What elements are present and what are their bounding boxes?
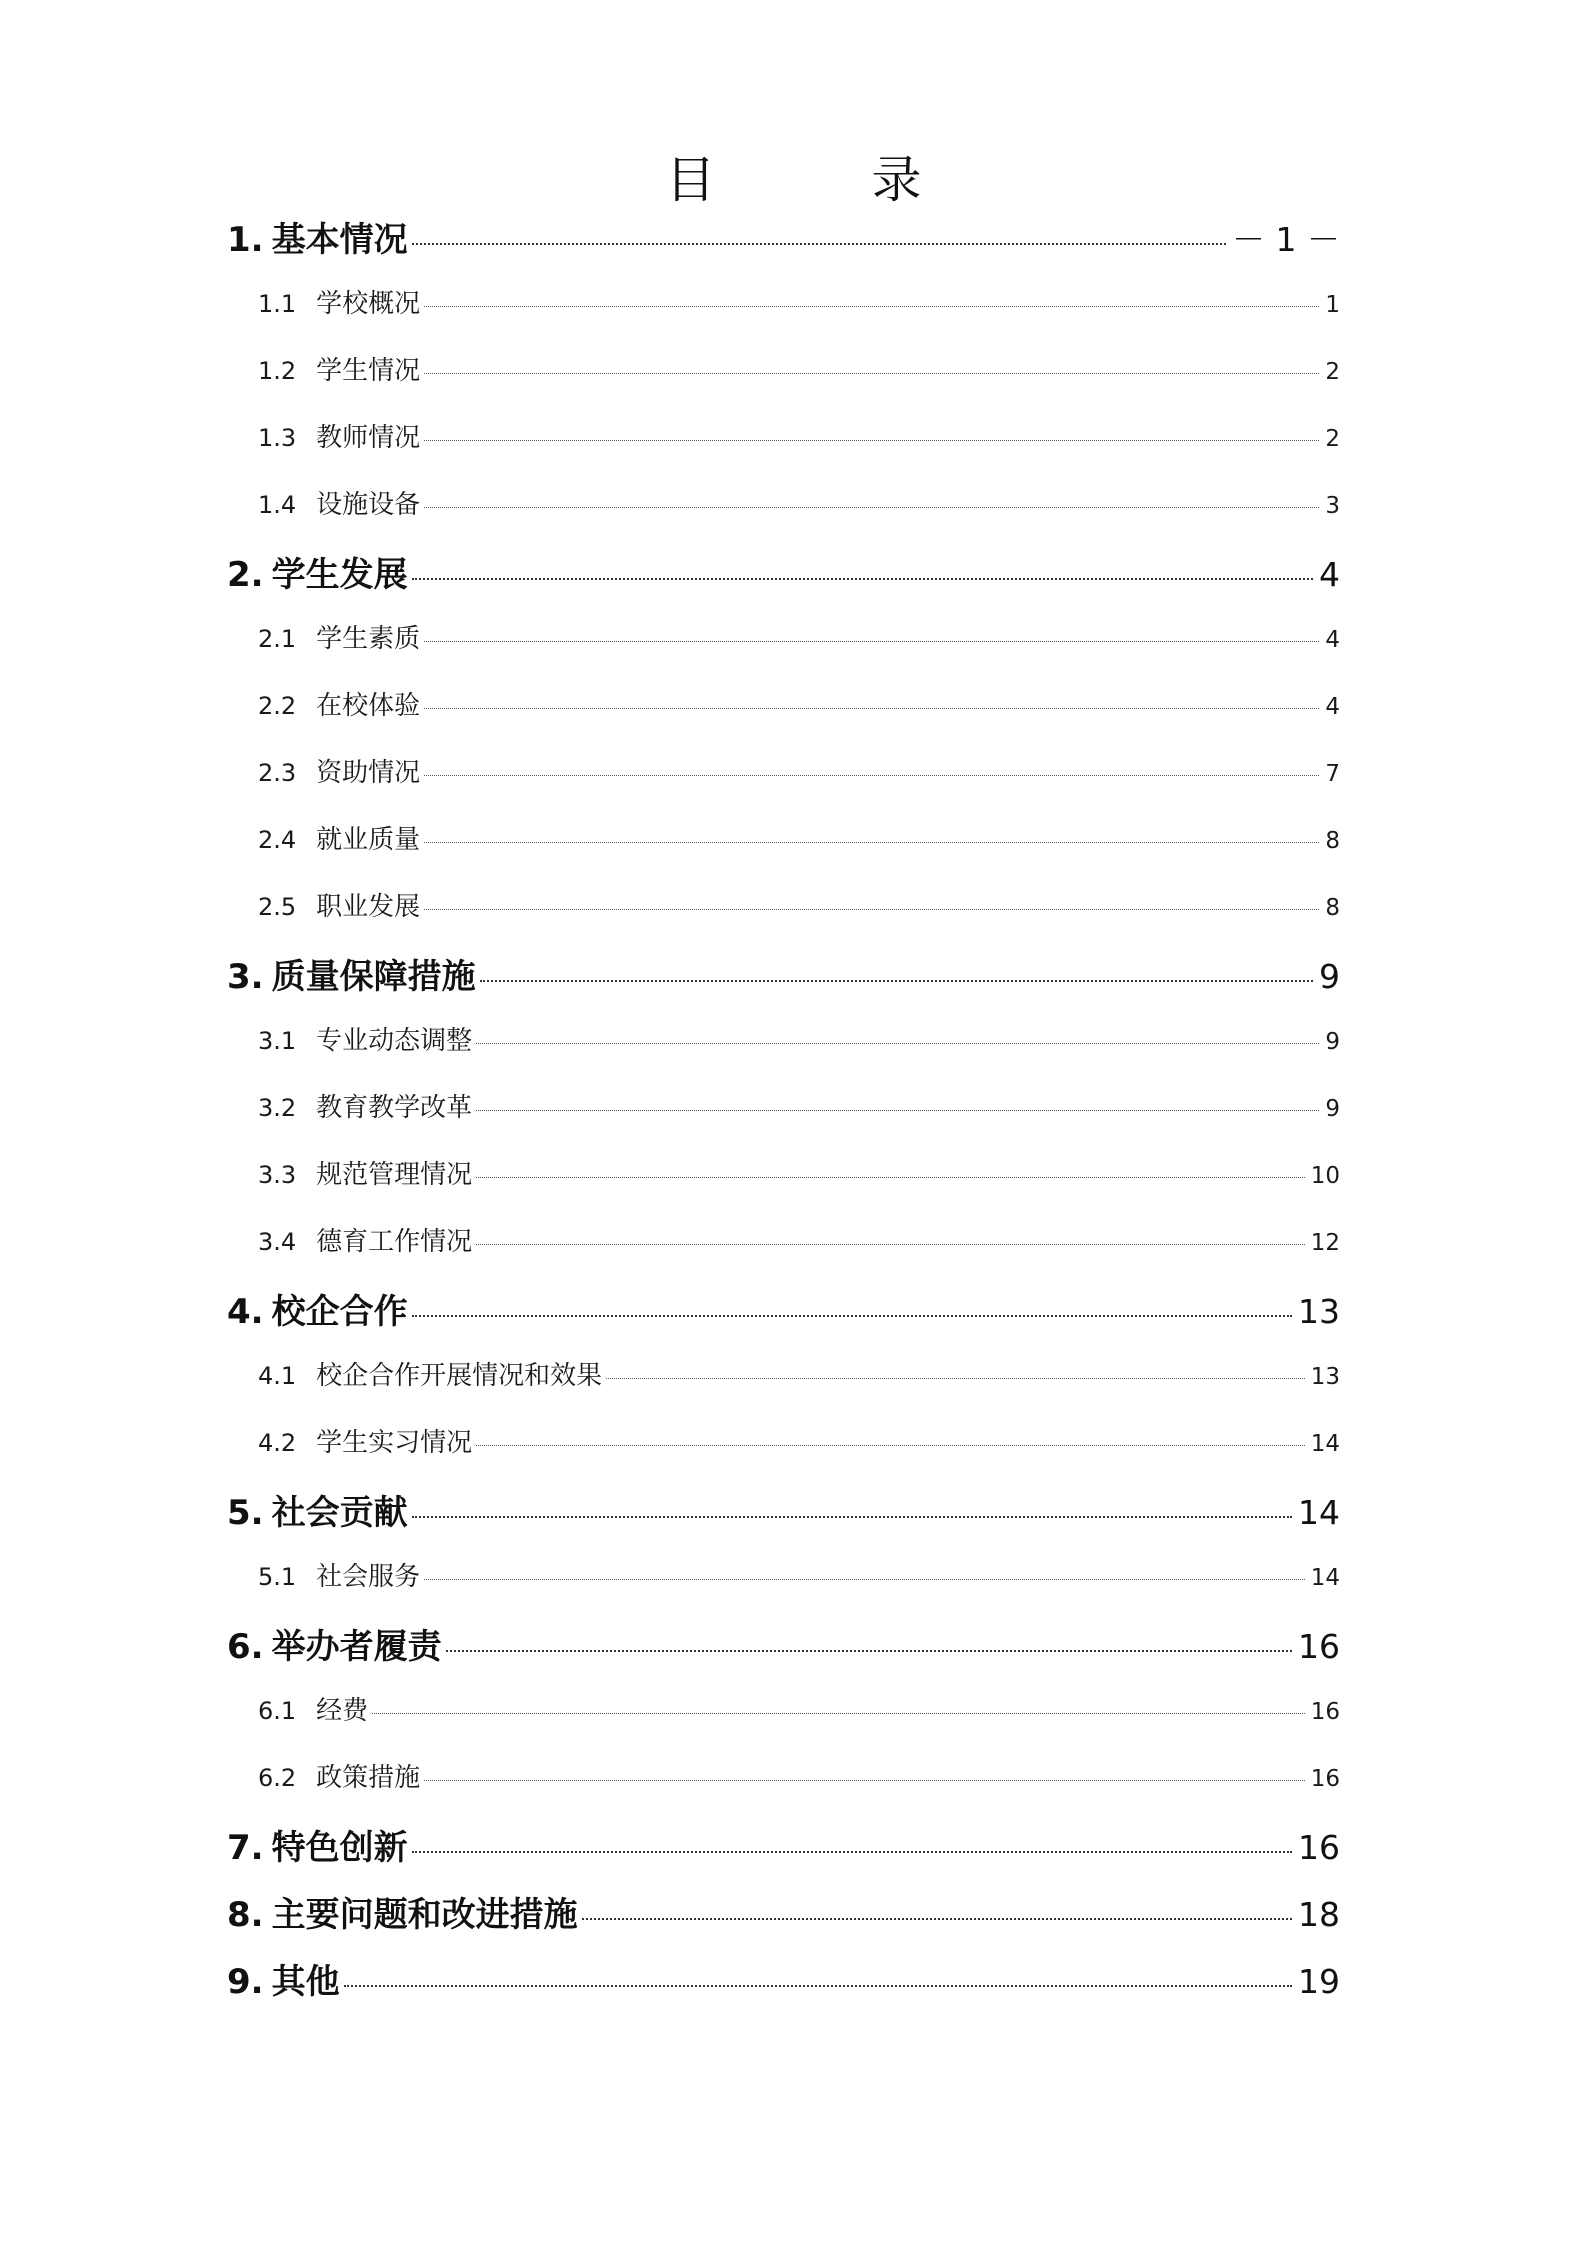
toc-entry-number: 6. bbox=[227, 1627, 264, 1667]
toc-entry-chapter[interactable] bbox=[227, 212, 1340, 260]
dot-leader bbox=[606, 1378, 1305, 1379]
toc-entry-number: 1.3 bbox=[258, 424, 297, 452]
toc-entry-title: 学生素质 bbox=[316, 624, 421, 654]
dot-leader bbox=[476, 1445, 1305, 1446]
dot-leader bbox=[480, 980, 1313, 982]
toc-entry-number: 1.2 bbox=[258, 357, 297, 385]
dot-leader bbox=[476, 1043, 1319, 1044]
dot-leader bbox=[476, 1177, 1305, 1178]
toc-entry-page-number: 12 bbox=[1310, 1230, 1340, 1256]
dot-leader bbox=[412, 243, 1226, 245]
toc-entry-title: 职业发展 bbox=[316, 892, 421, 922]
toc-entry-number: 4. bbox=[227, 1292, 264, 1332]
toc-entry-number: 2.4 bbox=[258, 826, 297, 854]
toc-entry-title: 质量保障措施 bbox=[271, 957, 476, 997]
toc-entry-number: 2.2 bbox=[258, 692, 297, 720]
toc-entry-section[interactable] bbox=[258, 484, 1340, 524]
toc-entry-page-number: 2 bbox=[1325, 359, 1340, 385]
dot-leader bbox=[412, 578, 1313, 580]
toc-entry-chapter[interactable] bbox=[227, 1887, 1340, 1935]
toc-entry-page-number: 4 bbox=[1319, 555, 1340, 594]
toc-entry-number: 1. bbox=[227, 220, 264, 260]
dot-leader bbox=[476, 1244, 1305, 1245]
toc-entry-number: 8. bbox=[227, 1895, 264, 1935]
dot-leader bbox=[424, 440, 1319, 441]
toc-entry-number: 1.1 bbox=[258, 290, 297, 318]
toc-entry-title: 就业质量 bbox=[316, 825, 421, 855]
dot-leader bbox=[372, 1713, 1305, 1714]
toc-entry-page-number: 3 bbox=[1325, 493, 1340, 519]
toc-entry-page-number: 16 bbox=[1298, 1828, 1340, 1867]
toc-entry-title: 校企合作开展情况和效果 bbox=[316, 1361, 603, 1391]
toc-entry-section[interactable] bbox=[258, 1422, 1340, 1462]
toc-entry-page-number: 16 bbox=[1310, 1766, 1340, 1792]
toc-entry-number: 4.1 bbox=[258, 1362, 297, 1390]
toc-entry-number: 2.1 bbox=[258, 625, 297, 653]
dot-leader bbox=[424, 373, 1319, 374]
toc-entry-title: 特色创新 bbox=[271, 1828, 408, 1868]
toc-entry-section[interactable] bbox=[258, 1690, 1340, 1730]
toc-entry-title: 举办者履责 bbox=[271, 1627, 442, 1667]
toc-entry-page-number: 7 bbox=[1325, 761, 1340, 787]
toc-entry-title: 社会服务 bbox=[316, 1562, 421, 1592]
toc-entry-page-number: 14 bbox=[1310, 1431, 1340, 1457]
toc-entry-title: 德育工作情况 bbox=[316, 1227, 473, 1257]
toc-entry-title: 社会贡献 bbox=[271, 1493, 408, 1533]
toc-entry-title: 经费 bbox=[316, 1696, 369, 1726]
toc-entry-title: 主要问题和改进措施 bbox=[271, 1895, 578, 1935]
toc-entry-title: 学生实习情况 bbox=[316, 1428, 473, 1458]
toc-entry-number: 3. bbox=[227, 957, 264, 997]
toc-entry-section[interactable] bbox=[258, 819, 1340, 859]
toc-entry-title: 学生发展 bbox=[271, 555, 408, 595]
toc-entry-section[interactable] bbox=[258, 1087, 1340, 1127]
dot-leader bbox=[412, 1851, 1292, 1853]
toc-entry-page-number: 16 bbox=[1298, 1627, 1340, 1666]
toc-entry-section[interactable] bbox=[258, 283, 1340, 323]
dot-leader bbox=[424, 842, 1319, 843]
toc-entry-number: 6.1 bbox=[258, 1697, 297, 1725]
toc-entry-title: 教育教学改革 bbox=[316, 1093, 473, 1123]
toc-entry-page-number: 14 bbox=[1310, 1565, 1340, 1591]
toc-entry-number: 2.3 bbox=[258, 759, 297, 787]
toc-entry-section[interactable] bbox=[258, 417, 1340, 457]
toc-entry-title: 校企合作 bbox=[271, 1292, 408, 1332]
toc-entry-number: 5. bbox=[227, 1493, 264, 1533]
toc-entry-title: 在校体验 bbox=[316, 691, 421, 721]
toc-entry-page-number: 9 bbox=[1319, 957, 1340, 996]
dot-leader bbox=[424, 708, 1319, 709]
toc-entry-number: 3.2 bbox=[258, 1094, 297, 1122]
toc-entry-chapter[interactable] bbox=[227, 1820, 1340, 1868]
toc-entry-number: 3.4 bbox=[258, 1228, 297, 1256]
toc-entry-title: 教师情况 bbox=[316, 423, 421, 453]
page-title: 目 录 bbox=[665, 151, 992, 209]
dot-leader bbox=[424, 909, 1319, 910]
toc-entry-page-number: 16 bbox=[1310, 1699, 1340, 1725]
toc-entry-page-number: 8 bbox=[1325, 828, 1340, 854]
toc-entry-page-number: 1 bbox=[1325, 292, 1340, 318]
toc-entry-page-number: 2 bbox=[1325, 426, 1340, 452]
dot-leader bbox=[446, 1650, 1292, 1652]
dot-leader bbox=[424, 1780, 1305, 1781]
toc-entry-title: 其他 bbox=[271, 1962, 340, 2002]
toc-entry-title: 学生情况 bbox=[316, 356, 421, 386]
toc-entry-number: 5.1 bbox=[258, 1563, 297, 1591]
toc-entry-page-number: 13 bbox=[1298, 1292, 1340, 1331]
toc-entry-page-number: 14 bbox=[1298, 1493, 1340, 1532]
toc-entry-page-number: 4 bbox=[1325, 694, 1340, 720]
toc-entry-page-number: 8 bbox=[1325, 895, 1340, 921]
toc-entry-page-number: 19 bbox=[1298, 1962, 1340, 2001]
toc-entry-number: 9. bbox=[227, 1962, 264, 2002]
toc-entry-page-number: 18 bbox=[1298, 1895, 1340, 1934]
toc-entry-title: 学校概况 bbox=[316, 289, 421, 319]
toc-entry-section[interactable] bbox=[258, 1154, 1340, 1194]
toc-entry-number: 7. bbox=[227, 1828, 264, 1868]
toc-entry-page-number: 13 bbox=[1310, 1364, 1340, 1390]
dot-leader bbox=[412, 1315, 1292, 1317]
toc-entry-chapter[interactable] bbox=[227, 1284, 1340, 1332]
toc-entry-number: 2. bbox=[227, 555, 264, 595]
toc-entry-number: 3.3 bbox=[258, 1161, 297, 1189]
dot-leader bbox=[424, 775, 1319, 776]
toc-entry-title: 资助情况 bbox=[316, 758, 421, 788]
dot-leader bbox=[476, 1110, 1319, 1111]
toc-entry-section[interactable] bbox=[258, 685, 1340, 725]
toc-entry-chapter[interactable] bbox=[227, 1485, 1340, 1533]
toc-entry-section[interactable] bbox=[258, 1020, 1340, 1060]
dot-leader bbox=[582, 1918, 1292, 1920]
toc-entry-page-number: 4 bbox=[1325, 627, 1340, 653]
toc-entry-title: 设施设备 bbox=[316, 490, 421, 520]
toc-entry-chapter[interactable] bbox=[227, 949, 1340, 997]
toc-entry-page-number: － 1 － bbox=[1232, 220, 1340, 259]
toc-entry-number: 2.5 bbox=[258, 893, 297, 921]
toc-entry-title: 规范管理情况 bbox=[316, 1160, 473, 1190]
toc-entry-section[interactable] bbox=[258, 350, 1340, 390]
dot-leader bbox=[412, 1516, 1292, 1518]
dot-leader bbox=[424, 507, 1319, 508]
toc-entry-number: 6.2 bbox=[258, 1764, 297, 1792]
toc-entry-title: 基本情况 bbox=[271, 220, 408, 260]
toc-entry-number: 1.4 bbox=[258, 491, 297, 519]
toc-entry-section[interactable] bbox=[258, 1221, 1340, 1261]
dot-leader bbox=[424, 306, 1319, 307]
toc-entry-title: 专业动态调整 bbox=[316, 1026, 473, 1056]
toc-entry-chapter[interactable] bbox=[227, 547, 1340, 595]
toc-entry-section[interactable] bbox=[258, 752, 1340, 792]
toc-entry-section[interactable] bbox=[258, 886, 1340, 926]
toc-entry-number: 4.2 bbox=[258, 1429, 297, 1457]
toc-entry-section[interactable] bbox=[258, 1757, 1340, 1797]
toc-entry-chapter[interactable] bbox=[227, 1954, 1340, 2002]
dot-leader bbox=[344, 1985, 1292, 1987]
toc-entry-number: 3.1 bbox=[258, 1027, 297, 1055]
toc-entry-page-number: 9 bbox=[1325, 1096, 1340, 1122]
toc-entry-section[interactable] bbox=[258, 618, 1340, 658]
toc-entry-page-number: 10 bbox=[1310, 1163, 1340, 1189]
dot-leader bbox=[424, 641, 1319, 642]
toc-entry-page-number: 9 bbox=[1325, 1029, 1340, 1055]
toc-entry-section[interactable] bbox=[258, 1556, 1340, 1596]
toc-entry-section[interactable] bbox=[258, 1355, 1340, 1395]
toc-entry-title: 政策措施 bbox=[316, 1763, 421, 1793]
toc-entry-chapter[interactable] bbox=[227, 1619, 1340, 1667]
dot-leader bbox=[424, 1579, 1305, 1580]
